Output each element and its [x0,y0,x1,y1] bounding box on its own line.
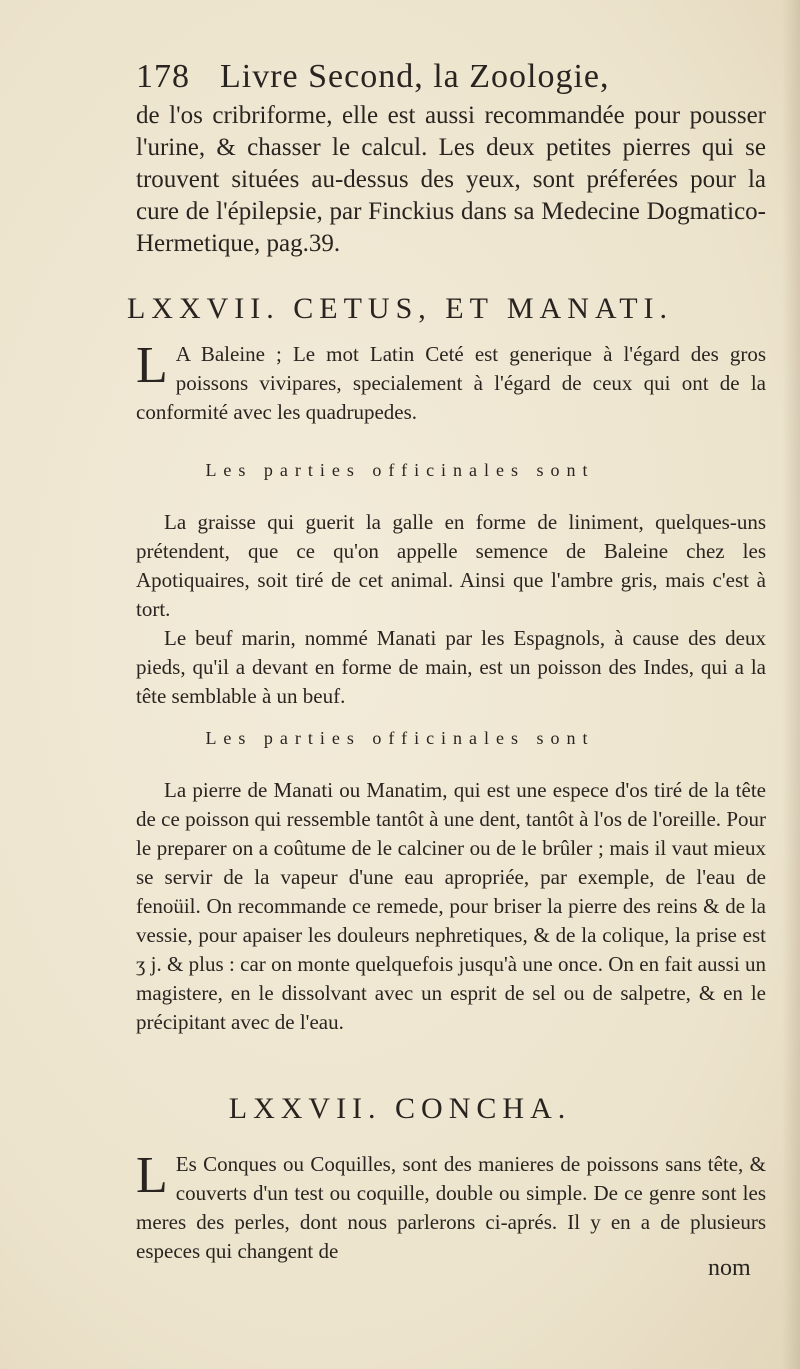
page-edge-shadow [782,0,800,1369]
concha-intro-text: Es Conques ou Coquilles, sont des manieres de poissons sans tête, & couverts d'un test ou coquille, double ou simple. De ce genre sont les meres des perles, dont nous parlerons ci-aprés. Il y en a de plusieurs especes qui changent de [136,1152,766,1263]
running-header [136,58,736,96]
running-title: Livre Second, la Zoologie, [220,58,610,95]
paragraph-beuf-marin: Le beuf marin, nommé Manati par les Espagnols, à cause des deux pieds, qu'il a devant en forme de main, est un poisson des Indes, qui a la tête semblable à un beuf. [136,626,766,708]
paragraph-pierre-manati: La pierre de Manati ou Manatim, qui est une espece d'os tiré de la tête de ce poisson qui ressemble tantôt à une dent, tantôt à l'os de l'oreille. Pour le preparer on a coûtume de le calciner ou de le brûler ; mais il vaut mieux se servir de la vapeur d'une eau apropriée, par exemple, de l'eau de fenoüil. On recommande ce remede, pour briser la pierre des reins & de la vessie, pour apaiser les douleurs nephretiques, & de la colique, la prise est ʒ j. & plus : car on monte quelquefois jusqu'à une once. On en fait aussi un magistere, en le dissolvant avec un esprit de sel ou de salpetre, & en le précipitant avec de l'eau. [136,778,766,1034]
catchword: nom [708,1255,751,1281]
cetus-intro-text: A Baleine ; Le mot Latin Ceté est generique à l'égard des gros poissons vivipares, specialement à l'égard de ceux qui ont de la conformité avec les quadrupedes. [136,342,766,424]
subhead-officinal-parts-1: Les parties officinales sont [205,460,595,480]
concha-intro [136,1147,766,1266]
intro-paragraph: de l'os cribriforme, elle est aussi recommandée pour pousser l'urine, & chasser le calcul. Les deux petites pierres qui se trouvent situées au-dessus des yeux, sont préferées pour la cure de l'épilepsie, par Finckius dans sa Medecine Dogmatico-Hermetique, pag.39. [136,102,766,257]
drop-cap: L [136,1147,168,1204]
section-title-cetus: LXXVII. CETUS, ET MANATI. [126,292,674,325]
page-number: 178 [136,58,190,95]
section-title-concha: LXXVII. CONCHA. [228,1092,572,1125]
subhead-officinal-parts-2: Les parties officinales sont [205,728,595,748]
drop-cap: L [136,337,168,394]
paragraph-graisse: La graisse qui guerit la galle en forme de liniment, quelques-uns prétendent, que ce qu'on appelle semence de Baleine chez les Apotiquaires, soit tiré de cet animal. Ainsi que l'ambre gris, mais c'est à tort. [136,510,766,621]
cetus-intro [136,337,766,427]
